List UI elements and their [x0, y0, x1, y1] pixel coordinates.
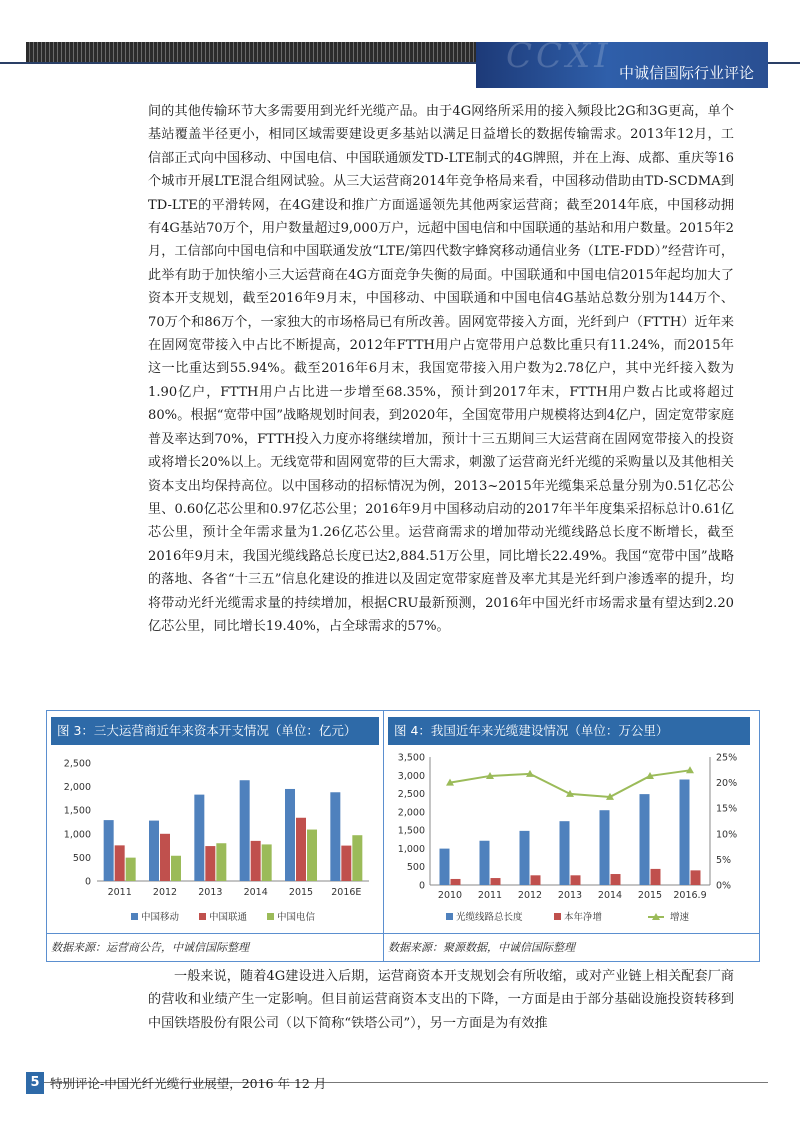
fig4-legend-swatch	[554, 913, 561, 920]
fig3-bar-中国联通	[296, 818, 306, 881]
fig4-x-tick-label: 2010	[437, 890, 463, 901]
fig3-bar-中国电信	[216, 843, 226, 881]
header-decor-strip	[26, 42, 476, 62]
fig3-x-tick-label: 2014	[243, 887, 268, 898]
fig3-bar-中国移动	[285, 789, 295, 881]
fig3-bar-中国联通	[341, 846, 351, 881]
fig4-source: 数据来源：聚源数据，中诚信国际整理	[388, 941, 575, 954]
fig3-y-tick-label: 2,000	[63, 782, 91, 794]
header-title: 中诚信国际行业评论	[618, 64, 754, 82]
fig3-bar-中国联通	[205, 846, 215, 881]
header-logo-watermark: CCXI	[506, 42, 612, 76]
fig4-y-right-tick-label: 5%	[716, 854, 732, 866]
fig3-x-tick-label: 2016E	[331, 887, 362, 898]
fig3-legend-label: 中国电信	[277, 912, 316, 923]
fig3-legend-label: 中国移动	[141, 912, 180, 923]
fig3-bar-中国联通	[251, 841, 261, 881]
fig4-bar-光缆线路总长度	[600, 810, 610, 885]
figure-source-rule	[47, 933, 759, 934]
fig4-y-left-tick-label: 0	[418, 880, 425, 892]
fig4-x-tick-label: 2013	[557, 890, 583, 901]
footer-text: 特别评论-中国光纤光缆行业展望，2016 年 12 月	[50, 1076, 327, 1091]
fig4-y-right-tick-label: 25%	[716, 752, 738, 764]
fig4-chart	[388, 749, 756, 931]
fig3-bar-中国联通	[160, 834, 170, 881]
fig4-bar-光缆线路总长度	[560, 821, 570, 885]
fig4-y-left-tick-label: 2,000	[397, 807, 425, 819]
page-number: 5	[26, 1072, 44, 1094]
fig3-x-tick-label: 2012	[152, 887, 178, 898]
fig3-chart	[51, 749, 379, 931]
fig4-bar-本年净增	[451, 879, 461, 885]
fig3-bar-中国移动	[194, 795, 204, 881]
fig4-legend-label: 光缆线路总长度	[456, 912, 523, 923]
fig4-legend-swatch	[446, 913, 453, 920]
fig4-bar-本年净增	[611, 874, 621, 885]
fig4-bar-光缆线路总长度	[680, 779, 690, 885]
header-banner	[476, 42, 768, 88]
fig3-legend-swatch	[199, 913, 206, 920]
fig3-y-tick-label: 500	[72, 852, 91, 864]
fig3-legend-swatch	[267, 913, 274, 920]
fig4-bar-光缆线路总长度	[480, 841, 490, 885]
fig3-bar-中国电信	[262, 844, 272, 881]
fig4-x-tick-label: 2015	[637, 890, 663, 901]
fig3-y-tick-label: 1,000	[63, 829, 91, 841]
fig3-y-tick-label: 0	[84, 876, 91, 888]
fig4-x-tick-label: 2012	[517, 890, 543, 901]
fig4-y-left-tick-label: 3,500	[397, 752, 425, 764]
fig4-bar-光缆线路总长度	[440, 849, 450, 885]
fig4-legend-label: 增速	[670, 912, 690, 923]
fig3-bar-中国移动	[104, 820, 114, 881]
fig4-y-right-tick-label: 15%	[716, 803, 738, 815]
fig3-bar-中国电信	[126, 858, 136, 881]
fig4-y-left-tick-label: 3,000	[397, 770, 425, 782]
fig4-x-tick-label: 2011	[477, 890, 503, 901]
fig4-y-left-tick-label: 500	[406, 862, 425, 874]
fig4-bar-光缆线路总长度	[520, 831, 530, 885]
fig3-source: 数据来源：运营商公告，中诚信国际整理	[51, 941, 249, 954]
fig3-bar-中国移动	[330, 792, 340, 881]
figure-panel	[46, 710, 760, 962]
fig4-y-right-tick-label: 10%	[716, 829, 738, 841]
body-paragraph-2: 一般来说，随着4G建设进入后期，运营商资本开支规划会有所收缩，或对产业链上相关配套厂商的营收和业绩产生一定影响。但目前运营商资本支出的下降，一方面是由于部分基础设施投资转移到中国铁塔股份有限公司（以下简称“铁塔公司”），另一方面是为有效推	[148, 969, 734, 1031]
fig4-y-left-tick-label: 2,500	[397, 789, 425, 801]
fig3-title: 图 3：三大运营商近年来资本开支情况（单位：亿元）	[51, 717, 379, 745]
fig4-bar-本年净增	[691, 870, 701, 885]
fig3-bar-中国移动	[240, 780, 250, 881]
fig4-x-tick-label: 2016.9	[673, 890, 707, 901]
fig4-legend-label: 本年净增	[564, 912, 603, 923]
fig4-y-left-tick-label: 1,000	[397, 843, 425, 855]
fig4-bar-光缆线路总长度	[640, 794, 650, 885]
fig4-x-tick-label: 2014	[597, 890, 623, 901]
fig3-bar-中国电信	[171, 856, 181, 881]
fig3-legend-swatch	[131, 913, 138, 920]
fig3-x-tick-label: 2015	[288, 887, 314, 898]
fig4-bar-本年净增	[571, 875, 581, 885]
fig3-bar-中国移动	[149, 821, 159, 881]
body-paragraph-1: 间的其他传输环节大多需要用到光纤光缆产品。由于4G网络所采用的接入频段比2G和3G更高，单个基站覆盖半径更小，相同区域需要建设更多基站以满足日益增长的数据传输需求。2013年12月，工信部正式向中国移动、中国电信、中国联通颁发TD-LTE制式的4G牌照，并在上海、成都、重庆等16个城市开展LTE混合组网试验。从三大运营商2014年竞争格局来看，中国移动借助由TD-SCDMA到TD-LTE的平滑转网，在4G建设和推广方面遥遥领先其他两家运营商；截至2014年底，中国移动拥有4G基站70万个，用户数量超过9,000万户，远超中国电信和中国联通的基站和用户数量。2015年2月，工信部向中国电信和中国联通发放“LTE/第四代数字蜂窝移动通信业务（LTE-FDD）”经营许可，此举有助于加快缩小三大运营商在4G方面竞争失衡的局面。中国联通和中国电信2015年起均加大了资本开支规划，截至2016年9月末，中国移动、中国联通和中国电信4G基站总数分别为144万个、70万个和86万个，一家独大的市场格局已有所改善。固网宽带接入方面，光纤到户（FTTH）近年来在固网宽带接入中占比不断提高，2012年FTTH用户占宽带用户总数比重只有11.24%，而2015年这一比重达到55.94%。截至2016年6月末，我国宽带接入用户数为2.78亿户，其中光纤接入数为1.90亿户，FTTH用户占比进一步增至68.35%，预计到2017年末，FTTH用户数占比或将超过80%。根据“宽带中国”战略规划时间表，到2020年，全国宽带用户规模将达到4亿户，固定宽带家庭普及率达到70%，FTTH投入力度亦将继续增加，预计十三五期间三大运营商在固网宽带接入的投资或将增长20%以上。无线宽带和固网宽带的巨大需求，刺激了运营商光纤光缆的采购量以及其他相关资本支出均保持高位。以中国移动的招标情况为例，2013~2015年光缆集采总量分别为0.51亿芯公里、0.60亿芯公里和0.97亿芯公里；2016年9月中国移动启动的2017年半年度集采招标总计0.61亿芯公里，预计全年需求量为1.26亿芯公里。运营商需求的增加带动光缆线路总长度不断增长，截至2016年9月末，我国光缆线路总长度已达2,884.51万公里，同比增长22.49%。我国“宽带中国”战略的落地、各省“十三五”信息化建设的推进以及固定宽带家庭普及率尤其是光纤到户渗透率的提升，均将带动光纤光缆需求量的持续增加，根据CRU最新预测，2016年中国光纤市场需求量有望达到2.20亿芯公里，同比增长19.40%，占全球需求的57%。	[148, 104, 734, 634]
figure-divider	[383, 711, 384, 961]
fig4-bar-本年净增	[531, 875, 541, 885]
fig3-y-tick-label: 1,500	[63, 805, 91, 817]
fig4-y-left-tick-label: 1,500	[397, 825, 425, 837]
fig4-bar-本年净增	[491, 878, 501, 885]
fig3-legend-label: 中国联通	[209, 912, 248, 923]
fig4-title: 图 4：我国近年来光缆建设情况（单位：万公里）	[388, 717, 750, 745]
fig4-bar-本年净增	[651, 869, 661, 885]
fig3-bar-中国联通	[115, 845, 125, 881]
fig4-y-right-tick-label: 0%	[716, 880, 732, 892]
fig3-y-tick-label: 2,500	[63, 758, 91, 770]
fig3-bar-中国电信	[307, 830, 317, 881]
fig3-bar-中国电信	[352, 835, 362, 881]
fig3-x-tick-label: 2013	[198, 887, 223, 898]
fig4-y-right-tick-label: 20%	[716, 778, 738, 790]
fig3-x-tick-label: 2011	[107, 887, 132, 898]
